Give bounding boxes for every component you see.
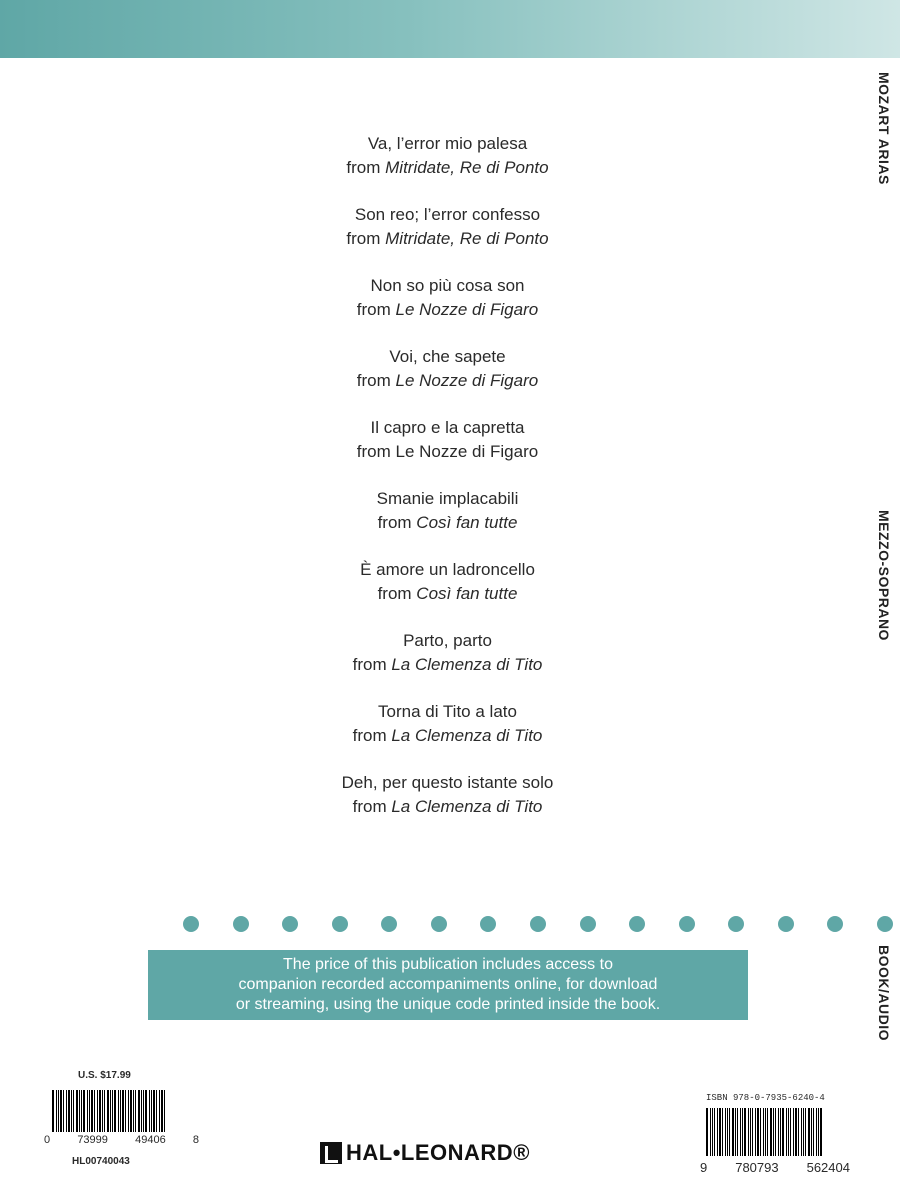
aria-source-prefix: from [356,300,391,319]
aria-source [180,440,715,464]
aria-source-prefix: from [377,513,412,532]
decorative-dot [431,916,447,932]
side-label-voice: MEZZO-SOPRANO [876,510,892,641]
aria-source-prefix: from [356,442,391,461]
decorative-dot [332,916,348,932]
aria-source-prefix: from [377,584,412,603]
decorative-dot [381,916,397,932]
upc-digit-group: 0 [44,1134,51,1146]
opera-name: Mitridate, Re di Ponto [385,229,549,248]
decorative-dot [480,916,496,932]
decorative-dot [629,916,645,932]
aria-title: Son reo; l’error confesso [354,205,541,224]
aria-title: Smanie implacabili [376,489,519,508]
side-label-format: BOOK/AUDIO [876,945,892,1041]
notice-line: companion recorded accompaniments online, for download [238,976,658,993]
isbn-label: ISBN 978-0-7935-6240-4 [706,1093,825,1103]
notice-line: or streaming, using the unique code printed inside the book. [235,996,661,1013]
publisher-logo-mark [320,1142,342,1164]
opera-name: La Clemenza di Tito [391,655,543,674]
aria-source [180,653,715,677]
opera-name: Così fan tutte [416,584,518,603]
aria-source-prefix: from [352,797,387,816]
aria-source [180,511,715,535]
aria-source [180,369,715,393]
aria-entry [180,416,715,464]
aria-title: Voi, che sapete [389,347,506,366]
opera-name: La Clemenza di Tito [391,726,543,745]
decorative-dot [877,916,893,932]
isbn-digit-group: 9 [700,1160,708,1175]
contents-list [180,132,715,842]
side-label-title: MOZART ARIAS [876,72,892,185]
aria-title: Parto, parto [403,631,492,650]
decorative-dot [183,916,199,932]
aria-entry [180,345,715,393]
opera-name: Le Nozze di Figaro [395,371,539,390]
decorative-dot [282,916,298,932]
publisher-logo [320,1140,530,1166]
aria-source-prefix: from [346,229,381,248]
notice-line: The price of this publication includes access to [283,956,613,973]
isbn-barcode [706,1108,844,1156]
top-color-band [0,0,900,58]
opera-name: Così fan tutte [416,513,518,532]
opera-name: La Clemenza di Tito [391,797,543,816]
aria-source-prefix: from [352,726,387,745]
barcode-bar [822,1108,824,1156]
aria-entry [180,629,715,677]
aria-entry [180,487,715,535]
isbn-digit-group: 562404 [806,1160,850,1175]
decorative-dot [530,916,546,932]
aria-source [180,298,715,322]
decorative-dot [233,916,249,932]
aria-entry [180,771,715,819]
aria-title: Va, l’error mio palesa [367,134,528,153]
aria-source-prefix: from [356,371,391,390]
opera-name: Le Nozze di Figaro [395,442,539,461]
aria-title: Deh, per questo istante solo [341,773,554,792]
aria-title: Torna di Tito a lato [378,702,517,721]
upc-digit-group: 73999 [77,1134,108,1146]
isbn-digits [700,1160,850,1175]
aria-source [180,227,715,251]
online-audio-notice [148,950,748,1020]
aria-source [180,582,715,606]
decorative-dot [580,916,596,932]
aria-title: Non so più cosa son [370,276,525,295]
aria-entry [180,203,715,251]
aria-entry [180,558,715,606]
aria-entry [180,700,715,748]
decorative-dot [679,916,695,932]
publisher-name: HAL•LEONARD® [346,1140,530,1165]
aria-title: È amore un ladroncello [360,560,535,579]
opera-name: Mitridate, Re di Ponto [385,158,549,177]
decorative-dot [778,916,794,932]
decorative-dot [728,916,744,932]
aria-source-prefix: from [352,655,387,674]
aria-entry [180,132,715,180]
upc-digit-group: 49406 [135,1134,166,1146]
item-code: HL00740043 [72,1156,130,1167]
decorative-dot [827,916,843,932]
aria-title: Il capro e la capretta [370,418,525,437]
opera-name: Le Nozze di Figaro [395,300,539,319]
upc-barcode [52,1090,182,1132]
price-label: U.S. $17.99 [78,1070,131,1081]
decorative-dot-row [183,916,893,934]
isbn-digit-group: 780793 [735,1160,779,1175]
aria-source [180,724,715,748]
upc-digits [44,1134,199,1146]
aria-source [180,795,715,819]
barcode-bar [165,1090,166,1132]
aria-source-prefix: from [346,158,381,177]
aria-entry [180,274,715,322]
aria-source [180,156,715,180]
upc-digit-group: 8 [192,1134,199,1146]
